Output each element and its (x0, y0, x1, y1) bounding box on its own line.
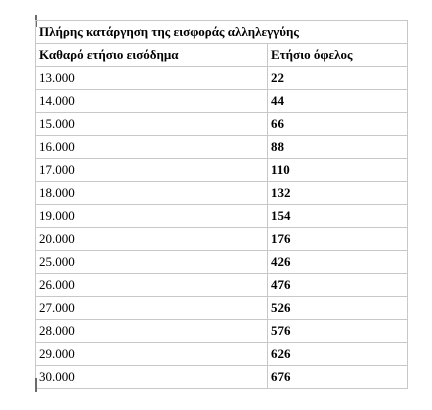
table-row (36, 90, 408, 113)
income-cell[interactable]: 18.000 (36, 182, 268, 205)
table-row (36, 182, 408, 205)
income-cell[interactable]: 29.000 (36, 343, 268, 366)
income-cell[interactable]: 30.000 (36, 366, 268, 389)
table-row (36, 228, 408, 251)
benefit-cell[interactable]: 22 (268, 67, 408, 90)
table-row (36, 366, 408, 389)
benefit-table (35, 20, 408, 389)
benefit-cell[interactable]: 526 (268, 297, 408, 320)
benefit-cell[interactable]: 44 (268, 90, 408, 113)
table-row (36, 343, 408, 366)
table-row (36, 274, 408, 297)
table-row (36, 67, 408, 90)
income-cell[interactable]: 20.000 (36, 228, 268, 251)
income-cell[interactable]: 19.000 (36, 205, 268, 228)
benefit-cell[interactable]: 676 (268, 366, 408, 389)
benefit-cell[interactable]: 476 (268, 274, 408, 297)
header-row (36, 44, 408, 67)
benefit-cell[interactable]: 176 (268, 228, 408, 251)
benefit-cell[interactable]: 66 (268, 113, 408, 136)
table-title[interactable]: Πλήρης κατάργηση της εισφοράς αλληλεγγύης (36, 21, 408, 44)
income-header[interactable]: Καθαρό ετήσιο εισόδημα (36, 44, 268, 67)
table-row (36, 297, 408, 320)
income-cell[interactable]: 27.000 (36, 297, 268, 320)
income-cell[interactable]: 16.000 (36, 136, 268, 159)
table-row (36, 113, 408, 136)
income-cell[interactable]: 15.000 (36, 113, 268, 136)
benefit-cell[interactable]: 626 (268, 343, 408, 366)
benefit-header[interactable]: Ετήσιο όφελος (268, 44, 408, 67)
income-cell[interactable]: 17.000 (36, 159, 268, 182)
table-end-mark (35, 378, 37, 392)
income-cell[interactable]: 14.000 (36, 90, 268, 113)
income-cell[interactable]: 25.000 (36, 251, 268, 274)
table-row (36, 159, 408, 182)
income-cell[interactable]: 26.000 (36, 274, 268, 297)
benefit-cell[interactable]: 154 (268, 205, 408, 228)
table-row (36, 136, 408, 159)
benefit-cell[interactable]: 132 (268, 182, 408, 205)
table-row (36, 205, 408, 228)
table-row (36, 251, 408, 274)
title-row (36, 21, 408, 44)
benefit-cell[interactable]: 110 (268, 159, 408, 182)
benefit-cell[interactable]: 576 (268, 320, 408, 343)
benefit-cell[interactable]: 426 (268, 251, 408, 274)
income-cell[interactable]: 28.000 (36, 320, 268, 343)
benefit-cell[interactable]: 88 (268, 136, 408, 159)
table-row (36, 320, 408, 343)
income-cell[interactable]: 13.000 (36, 67, 268, 90)
